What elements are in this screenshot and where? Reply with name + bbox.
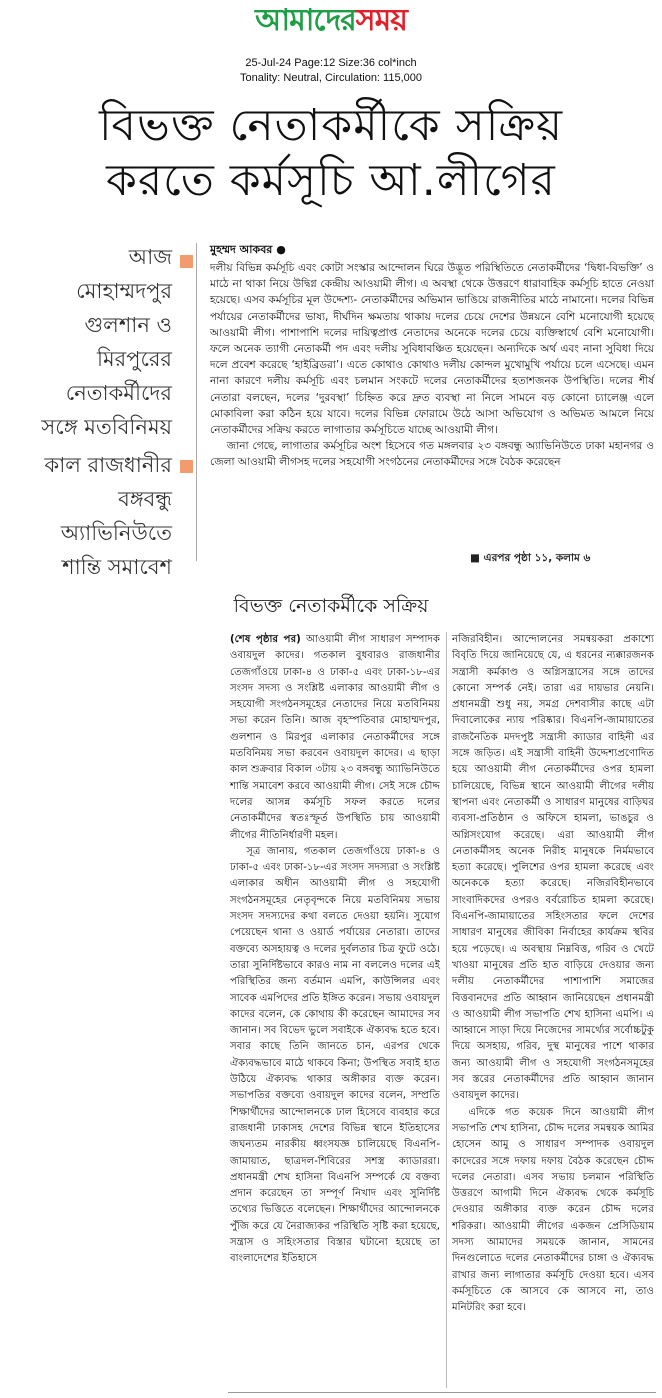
bullet-square-icon: [180, 255, 193, 268]
headline-line-2: করতে কর্মসূচি আ.লীগের: [106, 155, 556, 206]
continuation-title: বিভক্ত নেতাকর্মীকে সক্রিয়: [233, 595, 429, 617]
headline: [8, 98, 654, 208]
logo-part-green: আমাদের: [255, 3, 356, 38]
continued-from-label: (শেষ পৃষ্ঠার পর): [230, 634, 301, 645]
column-paragraph: নজিরবিহীন। আন্দোলনের সমন্বয়করা প্রকাশ্যে বিবৃতি দিয়ে জানিয়েছে যে, এ ধরনের ন্যক্কারজনক সন্ত্রাসী কর্মকাণ্ড ও অগ্নিসন্ত্রাসের সঙ্গে তাদের কোনো সম্পর্ক নেই। তারা এর দায়ভার নেয়নি। প্রধানমন্ত্রী শুধু নয়, সমগ্র দেশবাসীর কাছে এটা দিবালোকের ন্যায় পরিষ্কার। বিএনপি-জামায়াতের রাজনৈতিক মদদপুষ্ট সন্ত্রাসী ক্যাডার বাহিনী এর সঙ্গে জড়িত। এই সন্ত্রাসী বাহিনী উদ্দেশ্যপ্রণোদিত হয়ে আওয়ামী লীগ নেতাকর্মীদের ওপর হামলা চালিয়েছে, বিভিন্ন স্থানে আওয়ামী লীগের দলীয় স্থাপনা এবং নেতাকর্মী ও সাধারণ মানুষের বাড়িঘর ব্যবসা-প্রতিষ্ঠান ও অফিসে হামলা, ভাঙচুর ও অগ্নিসংযোগ করেছে। এরা আওয়ামী লীগ নেতাকর্মীসহ অনেক নিরীহ মানুষকে নির্মমভাবে হত্যা করেছে। পুলিশের ওপর হামলা করেছে এবং অনেককে হত্যা করেছে। নজিরবিহীনভাবে সাংবাদিকদের ওপরও বর্বরোচিত হামলা করেছে। বিএনপি-জামায়াতের সহিংসতার ফলে দেশের সাধারণ মানুষের জীবিকা নির্বাহের কার্যক্রম স্থবির হয়ে পড়েছে। এ অবস্থায় নিম্নবিত্ত, গরিব ও খেটে খাওয়া মানুষের প্রতি হাত বাড়িয়ে দেওয়ার জন্য দলীয় নেতাকর্মীদের পাশাপাশি সমাজের বিত্তবানদের প্রতি আহ্বান জানিয়েছেন প্রধানমন্ত্রী ও আওয়ামী লীগ সভাপতি শেখ হাসিনা এমপি। এ আহ্বানে সাড়া দিয়ে নিজেদের সামর্থ্যের সর্বোচ্চটুকু দিয়ে অসহায়, গরিব, দুস্থ মানুষের পাশে থাকার জন্য আওয়ামী লীগ ও সহযোগী সংগঠনসমূহের সব স্তরের নেতাকর্মীদের প্রতি আহ্বান জানান ওবায়দুল কাদের।: [452, 634, 654, 1102]
side-line: বঙ্গবন্ধু: [118, 487, 172, 511]
meta-line-date-page: 25-Jul-24 Page:12 Size:36 col*inch: [245, 57, 417, 69]
side-line: শান্তি সমাবেশ: [62, 555, 172, 579]
side-divider: [196, 243, 197, 561]
logo-part-red: সময়: [355, 3, 407, 38]
side-highlights: [10, 240, 172, 579]
lead-article-body: [210, 260, 654, 471]
side-line: অ্যাভিনিউতে: [60, 521, 172, 545]
paragraph-text: আওয়ামী লীগ সাধারণ সম্পাদক ওবায়দুল কাদের। গতকাল বুধবারও রাজধানীর তেজগাঁওয়ে ঢাকা-৪ ও ঢাকা-৫ এবং ঢাকা-১৮-এর সংসদ সদস্য ও সংশ্লিষ্ট এলাকার আওয়ামী লীগ ও সহযোগী সংগঠনসমূহের নেতাদের নিয়ে মতবিনিময় সভা করেন তিনি। আজ বৃহস্পতিবার মোহাম্মদপুর, গুলশান ও মিরপুর এলাকার নেতাকর্মীদের সঙ্গে মতবিনিময় সভা করবেন ওবায়দুল কাদের। এ ছাড়া কাল শুক্রবার বিকাল ৩টায় ২৩ বঙ্গবন্ধু অ্যাভিনিউতে শান্তি সমাবেশ করবে আওয়ামী লীগ। সেই সঙ্গে চৌদ্দ দলের আসন্ন কর্মসূচি সফল করতে দলের নেতাকর্মীদের স্বতঃস্ফূর্ত উপস্থিতি চায় আওয়ামী লীগের নীতিনির্ধারণী মহল।: [230, 634, 440, 841]
column-paragraph: এদিকে গত কয়েক দিনে আওয়ামী লীগ সভাপতি শেখ হাসিনা, চৌদ্দ দলের সমন্বয়ক আমির হোসেন আমু ও সাধারণ সম্পাদক ওবায়দুল কাদেরের সঙ্গে দফায় দফায় বৈঠক করেছেন চৌদ্দ দলের নেতারা। এসব সভায় চলমান পরিস্থিতি উত্তরণে আগামী দিনে ঐক্যবদ্ধ থেকে কর্মসূচি দেওয়ার অঙ্গীকার ব্যক্ত করেন চৌদ্দ দলের শরিকরা। আওয়ামী লীগের একজন প্রেসিডিয়াম সদস্য আমাদের সময়কে জানান, সামনের দিনগুলোতে দলের নেতাকর্মীদের চাঙ্গা ও ঐক্যবদ্ধ রাখার জন্য লাগাতার কর্মসূচি দেওয়া হবে। এসব কর্মসূচিতে কে আসবে কে আসবে না, তাও মনিটরিং করা হবে।: [452, 1106, 654, 1314]
column-paragraph: সূত্র জানায়, গতকাল তেজগাঁওয়ে ঢাকা-৪ ও ঢাকা-৫ এবং ঢাকা-১৮-এর সংসদ সদস্যরা ও সংশ্লিষ্ট এলাকার অধীন আওয়ামী লীগ ও সহযোগী সংগঠনসমূহের নেতৃবৃন্দকে নিয়ে মতবিনিময় সভায় সংসদ সদস্যদের কথা বলতে দেওয়া হয়নি। সুযোগ পেয়েছেন থানা ও ওয়ার্ড পর্যায়ের নেতারা। তাদের বক্তব্যে অসহায়ত্ব ও দলের দুর্বলতার চিত্র ফুটে ওঠে। তারা সুনির্দিষ্টভাবে কারও নাম না বললেও দলের এই পরিস্থিতির জন্য বর্তমান এমপি, কাউন্সিলর এবং সাবেক এমপিদের প্রতি ইঙ্গিত করেন। সভায় ওবায়দুল কাদের বলেন, কে কোথায় কী করেছেন আমাদের সব জানান। সব বিভেদ ভুলে সবাইকে ঐক্যবদ্ধ হতে হবে। সবার কাছে তিনি জানতে চান, এরপর থেকে ঐক্যবদ্ধভাবে মাঠে থাকবে কিনা; উপস্থিত সবাই হাত উঠিয়ে ঐক্যবদ্ধ থাকার অঙ্গীকার ব্যক্ত করেন। সভাপতির বক্তব্যে ওবায়দুল কাদের বলেন, সম্প্রতি শিক্ষার্থীদের আন্দোলনকে ঢাল হিসেবে ব্যবহার করে রাজধানী ঢাকাসহ দেশের বিভিন্ন স্থানে ইতিহাসের জঘন্যতম নারকীয় ধ্বংসযজ্ঞ চালিয়েছে বিএনপি-জামায়াত, ছাত্রদল-শিবিরের সশস্ত্র ক্যাডাররা। প্রধানমন্ত্রী শেখ হাসিনা বিএনপি সম্পর্কে যে বক্তব্য প্রদান করেছেন তা সম্পূর্ণ নিখাদ এবং সুনির্দিষ্ট তথ্যের ভিত্তিতে বলেছেন। শিক্ষার্থীদের আন্দোলনকে পুঁজি করে যে নৈরাজ্যকর পরিস্থিতি সৃষ্টি করা হয়েছে, সন্ত্রাস ও সহিংসতার বিস্তার ঘটানো হয়েছে তা বাংলাদেশের ইতিহাসে: [230, 845, 440, 1265]
side-highlight-today: [10, 240, 172, 444]
clipping-meta: [0, 56, 662, 86]
meta-line-tonality: Tonality: Neutral, Circulation: 115,000: [239, 72, 422, 84]
continuation-column-1: [230, 632, 440, 1268]
side-line: মোহাম্মদপুর: [76, 279, 172, 303]
column-paragraph: [230, 632, 440, 844]
newspaper-logo: [0, 2, 662, 40]
bottom-rule: [228, 1392, 656, 1393]
headline-line-1: বিভক্ত নেতাকর্মীকে সক্রিয়: [98, 100, 564, 151]
side-line: নেতাকর্মীদের: [65, 381, 172, 405]
column-divider: [446, 632, 447, 1388]
side-line: সঙ্গে মতবিনিময়: [41, 415, 172, 439]
side-line: মিরপুরের: [96, 347, 172, 371]
bullet-square-icon: [180, 460, 193, 473]
side-line: গুলশান ও: [84, 313, 172, 337]
continuation-column-2: [452, 632, 654, 1316]
lead-paragraph: দলীয় বিভিন্ন কর্মসূচি এবং কোটা সংস্কার আন্দোলন ঘিরে উদ্ভূত পরিস্থিতিতে নেতাকর্মীদের ‘দ্বিধা-বিভক্তি’ ও মাঠে না থাকা নিয়ে উদ্বিগ্ন কেন্দ্রীয় আওয়ামী লীগ। এ অবস্থা থেকে উত্তরণে ধারাবাহিক কর্মসূচি হাতে নেওয়া হয়েছে। এসব কর্মসূচির মূল উদ্দেশ্য- নেতাকর্মীদের অভিমান ভাঙিয়ে রাজনীতির মাঠে নামানো। দলের বিভিন্ন পর্যায়ের নেতাকর্মীদের ভাষ্য, দীর্ঘদিন ক্ষমতায় থাকায় দলের চেয়ে দেশের উন্নয়নে বেশি মনোযোগী হয়েছে আওয়ামী লীগ। পাশাপাশি দলের দায়িত্বপ্রাপ্ত নেতাদের অনেকে দলের চেয়ে ব্যক্তিস্বার্থে বেশি মনোযোগী। ফলে অনেক ত্যাগী নেতাকর্মী পদ এবং দলীয় সুবিধাবঞ্চিত হয়েছেন। অন্যদিকে অর্থ এবং নানা সুবিধা দিয়ে দলে প্রবেশ করেছে ‘হাইব্রিডরা’। এতে কোথাও কোথাও দলীয় কোন্দল মুখোমুখি পর্যায়ে চলে এসেছে। এমন নানা কারণে দলীয় কর্মসূচি এবং চলমান সংকটে দলের নেতাকর্মীদের হতাশজনক উপস্থিতি। দলের শীর্ষ নেতারা বলছেন, দলের ‘দুরবস্থা’ চিহ্নিত করে দ্রুত ব্যবস্থা না নিলে সামনে বড় কোনো চ্যালেঞ্জ এলে মোকাবিলা করা কঠিন হয়ে যাবে। দলের বিভিন্ন ফোরামে উঠে আসা অভিযোগ ও অভিমত আমলে নিয়ে নেতাকর্মীদের সক্রিয় করতে লাগাতার কর্মসূচিতে যাচ্ছে আওয়ামী লীগ।: [210, 262, 654, 437]
continued-on-note: ■ এরপর পৃষ্ঠা ১১, কলাম ৬: [470, 552, 591, 564]
lead-paragraph: জানা গেছে, লাগাতার কর্মসূচির অংশ হিসেবে গত মঙ্গলবার ২৩ বঙ্গবন্ধু অ্যাভিনিউতে ঢাকা মহানগর ও জেলা আওয়ামী লীগসহ দলের সহযোগী সংগঠনের নেতাকর্মীদের সঙ্গে বৈঠক করেছেন: [210, 440, 654, 469]
side-highlight-tomorrow: [10, 448, 172, 584]
byline: মুহম্মদ আকবর ●: [210, 243, 286, 256]
side-line: কাল রাজধানীর: [44, 453, 172, 477]
side-line: আজ: [128, 245, 172, 269]
